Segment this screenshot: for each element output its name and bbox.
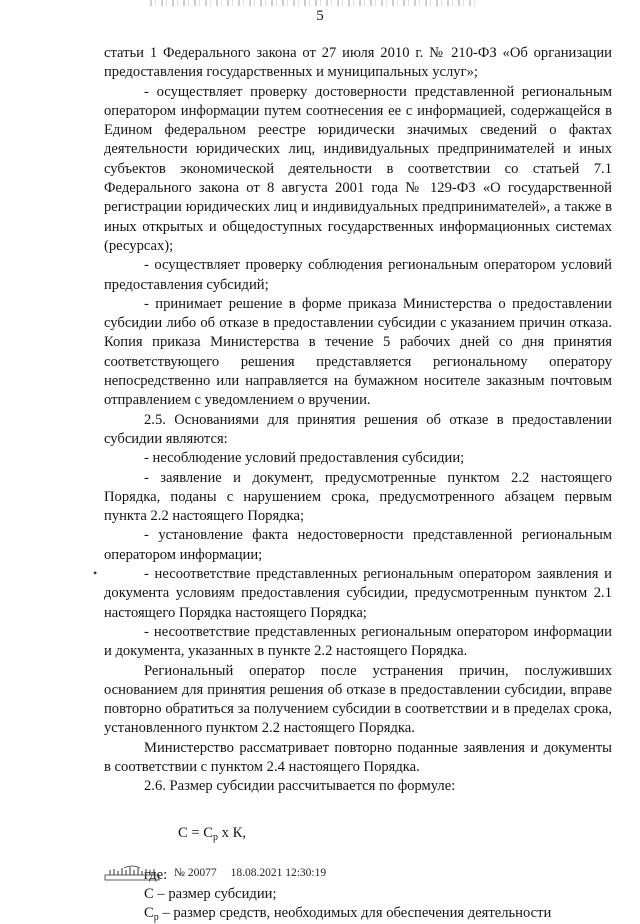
list-item: - заявление и документ, предусмотренные пунктом 2.2 настоящего Порядка, поданы с нарушением срока, предусмотренного абзацем первым пункта 2.2 настоящего Порядка; (104, 469, 612, 525)
paragraph: Министерство рассматривает повторно поданные заявления и документы в соответствии с пунктом 2.4 настоящего Порядка. (104, 739, 612, 775)
variable-definition: – размер средств, необходимых для обеспечения деятельности (158, 905, 552, 922)
list-item: - несоответствие представленных региональным оператором информации и документа, указанных в пункте 2.2 настоящего Порядка. (104, 623, 612, 660)
registration-datetime: 18.08.2021 12:30:19 (230, 867, 327, 879)
formula-rhs: х К, (218, 824, 246, 841)
paragraph (104, 904, 612, 923)
paragraph: - принимает решение в форме приказа Министерства о предоставлении субсидии либо об отказе в предоставлении субсидии с указанием причин отказа. Копия приказа Министерства в течение 5 рабочих дней со дня принятия соответствующего решения представляется региональному оператору непосредственно или направляется на бумажном носителе заказным почтовым отправлением с уведомлением о вручении. (104, 295, 612, 409)
variable: С (144, 905, 154, 922)
paragraph: Региональный оператор после устранения причин, послуживших основанием для принятия решения об отказе в предоставлении субсидии, вправе повторно обратиться за получением субсидии в соответствии и в пределах срока, установленного пунктом 2.2 настоящего Порядка. (104, 662, 612, 737)
paragraph: статьи 1 Федерального закона от 27 июля 2010 г. № 210-ФЗ «Об организации предоставления государственных и муниципальных услуг»; (104, 45, 612, 81)
document-body (104, 44, 612, 924)
formula-lhs: С = С (178, 824, 213, 841)
formula-subscript: р (213, 831, 218, 843)
registry-stamp-icon (104, 865, 160, 881)
registration-number: № 20077 (174, 867, 217, 879)
document-footer (104, 862, 326, 884)
list-item: - несоблюдение условий предоставления субсидии; (144, 450, 465, 467)
paragraph: С – размер субсидии; (144, 886, 277, 903)
paragraph: где: (144, 866, 168, 883)
page-number: 5 (316, 8, 324, 24)
formula (178, 824, 612, 843)
paragraph: - осуществляет проверку достоверности представленной региональным оператором информации путем соотнесения ее с информацией, содержащейся в Едином федеральном реестре юридически значимых сведений о фактах деятельности юридических лиц, индивидуальных предпринимателей и иных субъектов экономической деятельности в соответствии со статьей 7.1 Федерального закона от 8 августа 2001 года № 129-ФЗ «О государственной регистрации юридических лиц и индивидуальных предпринимателей», а также в иных открытых и общедоступных государственных информационных системах (ресурсах); (104, 83, 612, 254)
variable-subscript: р (153, 912, 159, 924)
paragraph: 2.6. Размер субсидии рассчитывается по формуле: (144, 778, 456, 795)
list-item: - установление факта недостоверности представленной региональным оператором информации; (104, 527, 612, 563)
paragraph: 2.5. Основаниями для принятия решения об отказе в предоставлении субсидии являются: (104, 411, 612, 447)
scan-artifact (150, 0, 480, 6)
list-item: - несоответствие представленных региональным оператором заявления и документа условиям предоставления субсидии, предусмотренным пунктом 2.1 настоящего Порядка настоящего Порядка; (104, 566, 612, 621)
paragraph: - осуществляет проверку соблюдения региональным оператором условий предоставления субсидий; (104, 257, 612, 293)
margin-mark: • (93, 566, 98, 580)
